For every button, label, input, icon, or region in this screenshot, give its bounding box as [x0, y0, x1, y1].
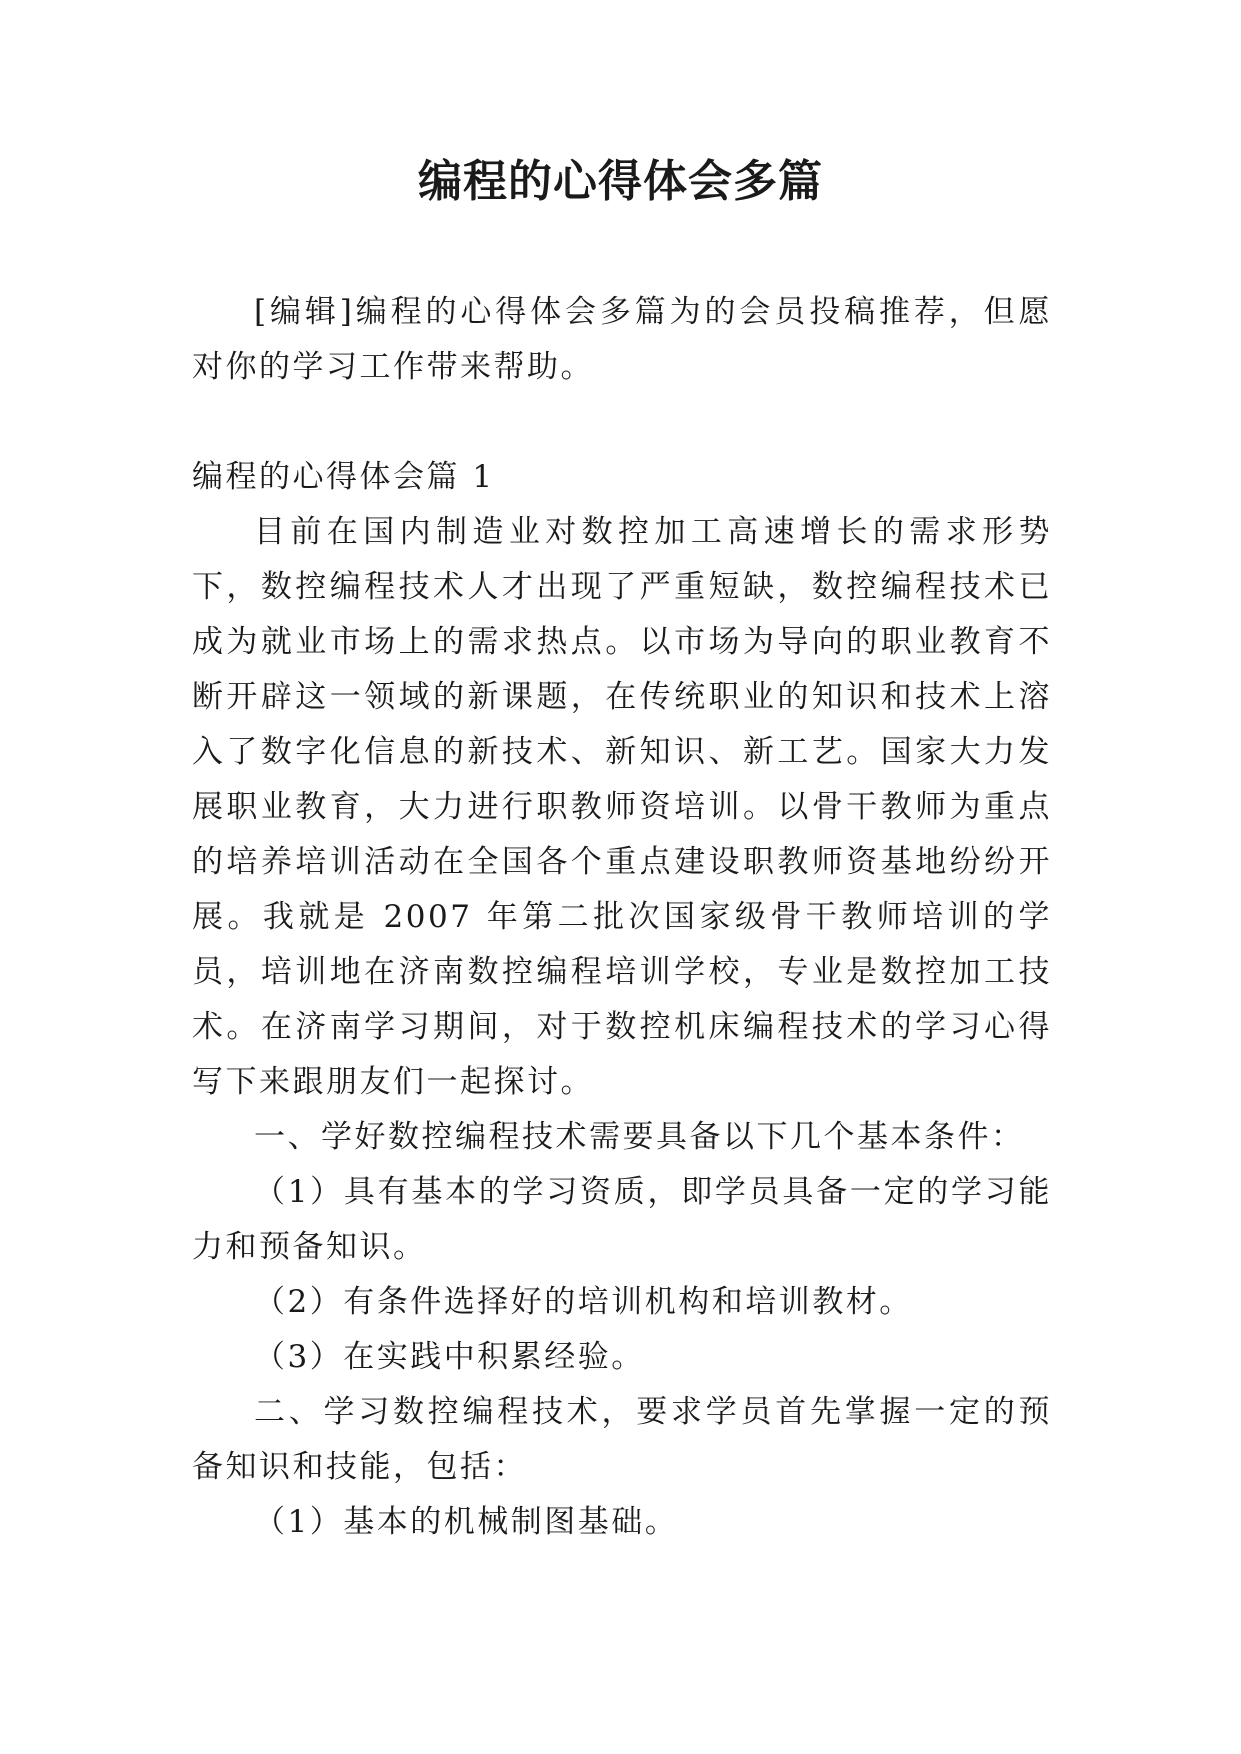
body-paragraph: 一、学好数控编程技术需要具备以下几个基本条件：	[254, 1119, 1025, 1155]
body-paragraph: （3）在实践中积累经验。	[254, 1339, 645, 1375]
body-paragraph: （1）基本的机械制图基础。	[254, 1504, 679, 1540]
body-paragraph: 二、学习数控编程技术，要求学员首先掌握一定的预备知识和技能，包括：	[192, 1394, 1052, 1485]
intro-paragraph: [编辑]编程的心得体会多篇为的会员投稿推荐，但愿对你的学习工作带来帮助。	[192, 294, 1052, 385]
body-paragraph: （2）有条件选择好的培训机构和培训教材。	[254, 1284, 913, 1320]
document-body	[192, 285, 1052, 1550]
body-paragraph: 目前在国内制造业对数控加工高速增长的需求形势下，数控编程技术人才出现了严重短缺，数控编程技术已成为就业市场上的需求热点。以市场为导向的职业教育不断开辟这一领域的新课题，在传统职业的知识和技术上溶入了数字化信息的新技术、新知识、新工艺。国家大力发展职业教育，大力进行职教师资培训。以骨干教师为重点的培养培训活动在全国各个重点建设职教师资基地纷纷开展。我就是 2007 年第二批次国家级骨干教师培训的学员，培训地在济南数控编程培训学校，专业是数控加工技术。在济南学习期间，对于数控机床编程技术的学习心得写下来跟朋友们一起探讨。	[192, 514, 1052, 1100]
document-title: 编程的心得体会多篇	[418, 156, 823, 207]
section-heading: 编程的心得体会篇 1	[192, 459, 495, 495]
body-paragraph: （1）具有基本的学习资质，即学员具备一定的学习能力和预备知识。	[192, 1174, 1052, 1265]
